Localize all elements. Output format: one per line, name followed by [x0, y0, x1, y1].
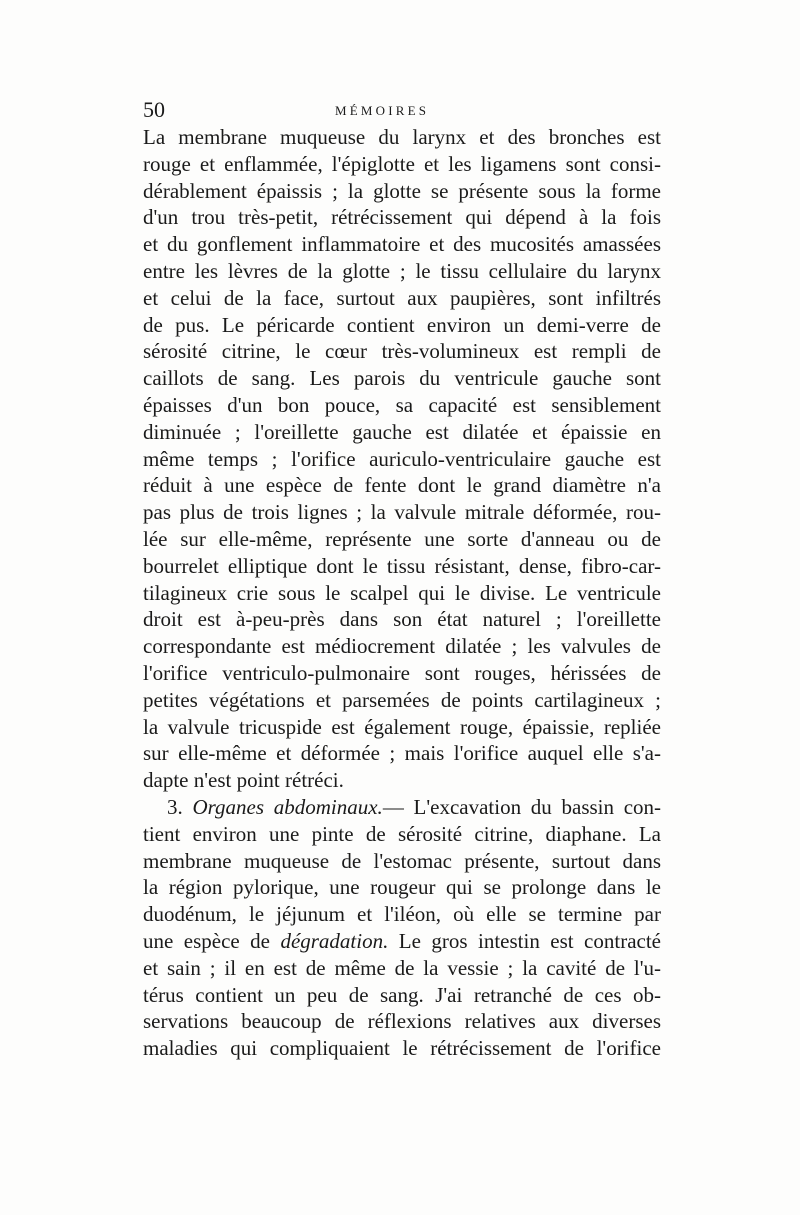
- text-segment: Le gros intestin est contracté: [388, 928, 661, 953]
- text-line: correspondante est médiocrement dilatée ; les valvules de: [143, 634, 661, 659]
- text-line: rouge et enflammée, l'épiglotte et les ligamens sont consi-: [143, 151, 661, 176]
- text-line: pas plus de trois lignes ; la valvule mitrale déformée, rou-: [143, 500, 661, 525]
- text-line: bourrelet elliptique dont le tissu résistant, dense, fibro-car-: [143, 553, 661, 578]
- section-number: 3.: [167, 794, 183, 819]
- text-line: sur elle-même et déformée ; mais l'orifice auquel elle s'a-: [143, 741, 661, 766]
- text-line: caillots de sang. Les parois du ventricule gauche sont: [143, 366, 661, 391]
- text-line: et celui de la face, surtout aux paupières, sont infiltrés: [143, 285, 661, 310]
- text-segment: — L'excavation du bassin con-: [382, 794, 661, 819]
- text-line: duodénum, le jéjunum et l'iléon, où elle se termine par: [143, 902, 661, 927]
- text-line: maladies qui compliquaient le rétrécissement de l'orifice: [143, 1036, 661, 1061]
- running-title: MÉMOIRES: [335, 103, 430, 118]
- text-line: dapte n'est point rétréci.: [143, 768, 344, 793]
- section-heading-line: [143, 794, 661, 821]
- paragraph-abdominal-organs: [143, 794, 661, 1062]
- text-line: de pus. Le péricarde contient environ un demi-verre de: [143, 312, 661, 337]
- body-text: [143, 124, 661, 1062]
- text-line: épaisses d'un bon pouce, sa capacité est sensiblement: [143, 392, 661, 417]
- text-line: lée sur elle-même, représente une sorte d'anneau ou de: [143, 526, 661, 551]
- text-line: et sain ; il en est de même de la vessie ; la cavité de l'u-: [143, 955, 661, 980]
- text-line: dérablement épaissis ; la glotte se présente sous la forme: [143, 178, 661, 203]
- text-line: tient environ une pinte de sérosité citrine, diaphane. La: [143, 821, 661, 846]
- text-line: réduit à une espèce de fente dont le grand diamètre n'a: [143, 473, 661, 498]
- text-line: [143, 928, 661, 955]
- text-line: l'orifice ventriculo-pulmonaire sont rouges, hérissées de: [143, 660, 661, 685]
- text-line: et du gonflement inflammatoire et des mucosités amassées: [143, 232, 661, 257]
- text-line: La membrane muqueuse du larynx et des bronches est: [143, 125, 661, 149]
- text-line: entre les lèvres de la glotte ; le tissu cellulaire du larynx: [143, 258, 661, 283]
- text-line: diminuée ; l'oreillette gauche est dilatée et épaissie en: [143, 419, 661, 444]
- paragraph-cardiac-findings: [143, 124, 661, 794]
- text-line: droit est à-peu-près dans son état naturel ; l'oreillette: [143, 607, 661, 632]
- text-segment: une espèce de: [143, 928, 281, 953]
- text-line: térus contient un peu de sang. J'ai retranché de ces ob-: [143, 982, 661, 1007]
- text-line: la région pylorique, une rougeur qui se prolonge dans le: [143, 875, 661, 900]
- section-heading: Organes abdominaux.: [192, 794, 383, 819]
- text-line: petites végétations et parsemées de points cartilagineux ;: [143, 687, 661, 712]
- italic-term: dégradation.: [280, 928, 389, 953]
- text-line: sérosité citrine, le cœur très-volumineux est rempli de: [143, 339, 661, 364]
- page-number: 50: [143, 97, 165, 122]
- text-line: servations beaucoup de réflexions relatives aux diverses: [143, 1009, 661, 1034]
- text-line: tilagineux crie sous le scalpel qui le divise. Le ventricule: [143, 580, 661, 605]
- text-line: d'un trou très-petit, rétrécissement qui dépend à la fois: [143, 205, 661, 230]
- running-head: [143, 98, 661, 122]
- text-line: membrane muqueuse de l'estomac présente, surtout dans: [143, 848, 661, 873]
- text-line: la valvule tricuspide est également rouge, épaissie, repliée: [143, 714, 661, 739]
- text-line: même temps ; l'orifice auriculo-ventriculaire gauche est: [143, 446, 661, 471]
